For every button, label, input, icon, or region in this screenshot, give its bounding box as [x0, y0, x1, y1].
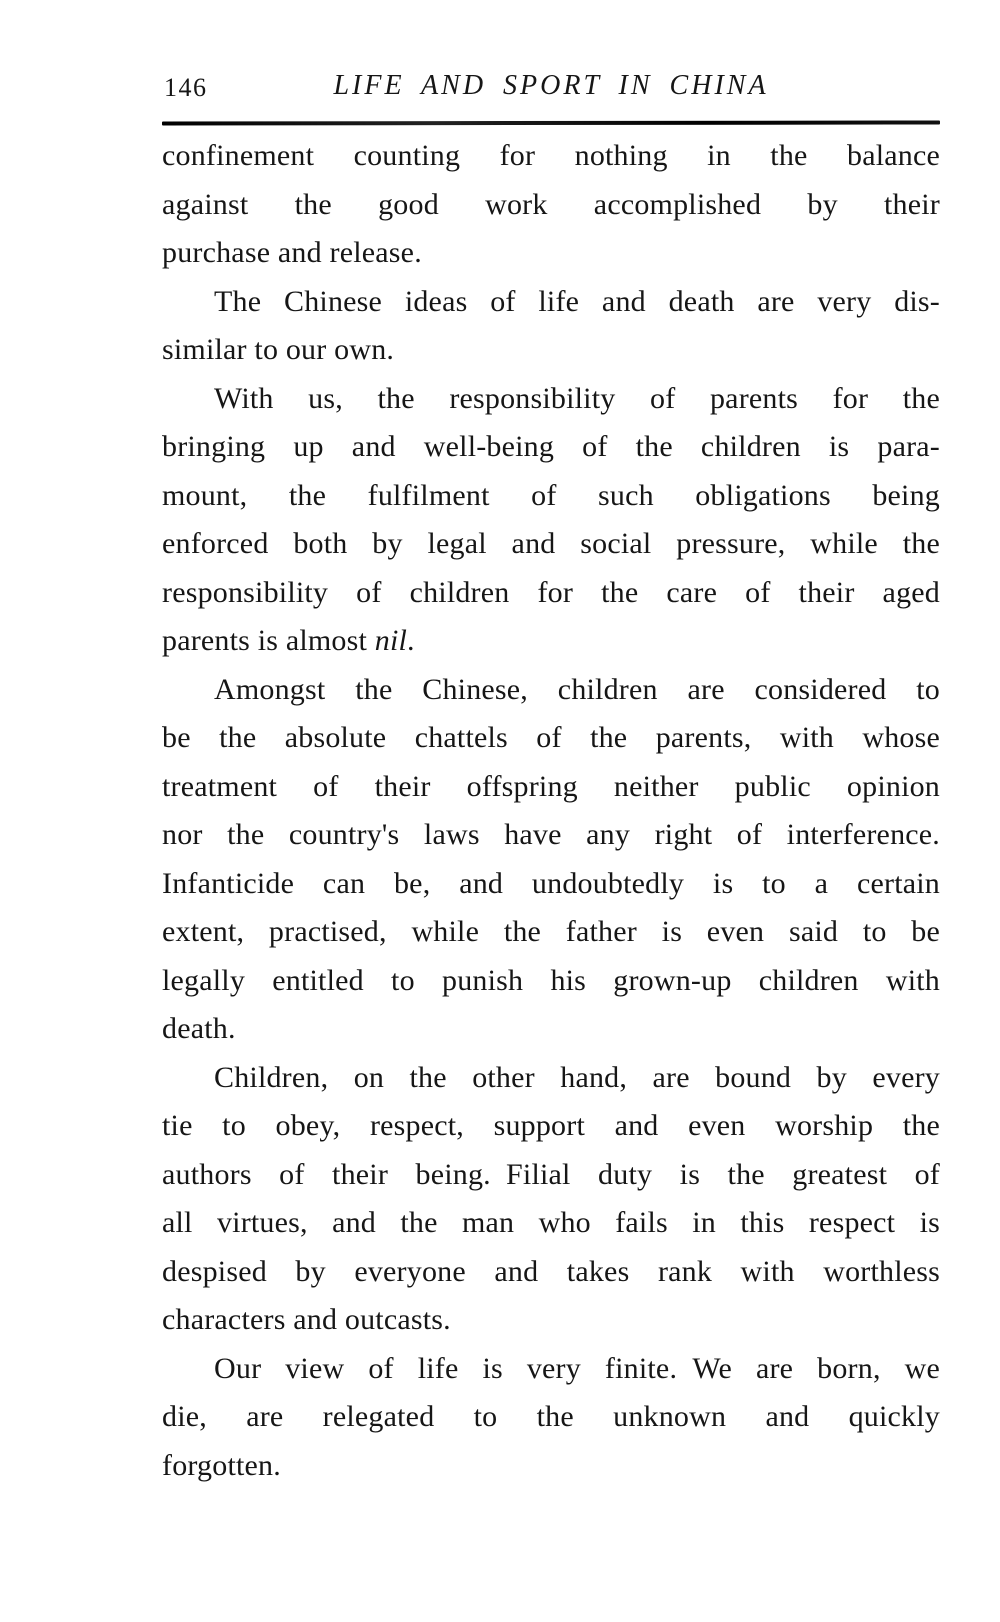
text-segment: nor the country's laws have any right of interference. — [162, 818, 940, 851]
text-segment: forgotten. — [162, 1448, 281, 1482]
text-line — [162, 763, 940, 812]
text-line — [162, 326, 940, 375]
text-line — [162, 1442, 940, 1491]
page-number: 146 — [164, 73, 208, 102]
text-line — [162, 1345, 940, 1394]
body-text — [162, 132, 940, 1490]
text-segment: With us, the responsibility of parents for the — [214, 381, 940, 415]
text-line — [162, 423, 940, 472]
text-segment: Amongst the Chinese, children are considered to — [214, 672, 940, 706]
text-segment: bringing up and well-being of the children is para- — [162, 430, 940, 463]
text-line — [162, 520, 940, 569]
text-line — [162, 666, 940, 715]
text-segment: similar to our own. — [162, 333, 395, 366]
text-segment: legally entitled to punish his grown-up children with — [162, 963, 940, 997]
text-line — [162, 908, 940, 957]
text-line — [162, 1393, 940, 1442]
text-line — [162, 1296, 940, 1345]
page-header — [162, 70, 940, 102]
text-line — [162, 229, 940, 278]
text-segment: death. — [162, 1012, 236, 1045]
text-segment: die, are relegated to the unknown and quickly — [162, 1400, 940, 1433]
text-line — [162, 375, 940, 424]
italic-text-segment: nil — [374, 624, 408, 657]
text-line — [162, 472, 940, 521]
text-line — [162, 132, 940, 181]
text-line — [162, 1102, 940, 1151]
text-segment: be the absolute chattels of the parents, with whose — [162, 721, 940, 754]
text-segment: Infanticide can be, and undoubtedly is to a certain — [162, 866, 940, 900]
text-segment: treatment of their offspring neither public opinion — [162, 769, 940, 803]
text-segment: mount, the fulfilment of such obligations being — [162, 478, 940, 512]
running-title: LIFE AND SPORT IN CHINA — [333, 70, 769, 101]
text-segment: tie to obey, respect, support and even worship the — [162, 1109, 940, 1142]
text-line — [162, 1199, 940, 1248]
text-line — [162, 860, 940, 909]
text-segment: extent, practised, while the father is even said to be — [162, 915, 940, 948]
text-segment: . — [407, 624, 415, 657]
text-segment: authors of their being. Filial duty is the greatest of — [162, 1157, 940, 1191]
header-rule — [162, 120, 940, 125]
text-segment: enforced both by legal and social pressure, while the — [162, 527, 940, 560]
text-line — [162, 569, 940, 618]
text-line — [162, 1054, 940, 1103]
text-segment: despised by everyone and takes rank with worthless — [162, 1254, 940, 1288]
text-segment: purchase and release. — [162, 236, 422, 269]
text-line — [162, 811, 940, 860]
text-segment: Our view of life is very finite. We are born, we — [214, 1351, 940, 1385]
text-segment: parents is almost — [162, 624, 375, 657]
text-line — [162, 181, 940, 230]
text-segment: all virtues, and the man who fails in this respect is — [162, 1206, 940, 1239]
text-segment: Children, on the other hand, are bound by every — [214, 1060, 940, 1094]
text-line — [162, 957, 940, 1006]
text-segment: responsibility of children for the care of their aged — [162, 575, 940, 609]
text-line — [162, 1005, 940, 1054]
text-segment: against the good work accomplished by their — [162, 187, 940, 221]
text-line — [162, 617, 940, 666]
text-segment: The Chinese ideas of life and death are very dis- — [214, 284, 940, 318]
text-line — [162, 1151, 940, 1200]
text-line — [162, 278, 940, 327]
text-segment: characters and outcasts. — [162, 1303, 451, 1336]
text-line — [162, 714, 940, 763]
text-segment: confinement counting for nothing in the balance — [162, 139, 940, 172]
text-line — [162, 1248, 940, 1297]
